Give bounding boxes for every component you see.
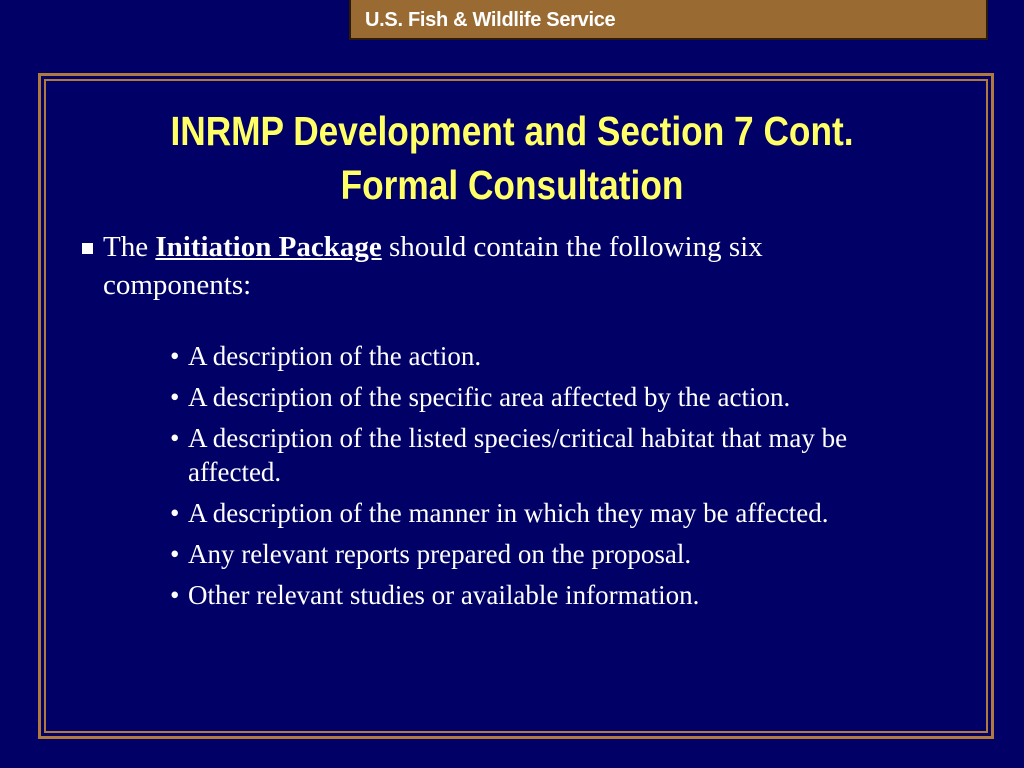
bullet-dot-icon: • [170, 498, 180, 528]
list-item [170, 537, 930, 571]
component-text: Other relevant studies or available information. [188, 580, 700, 610]
list-item [170, 421, 930, 489]
bullet-dot-icon: • [170, 341, 180, 371]
slide-title-line-1: INRMP Development and Section 7 Cont. [170, 108, 854, 154]
list-item [170, 380, 930, 414]
bullet-dot-icon: • [170, 539, 180, 569]
component-text: A description of the action. [188, 341, 482, 371]
bullet-dot-icon: • [170, 580, 180, 610]
bullet-dot-icon: • [170, 382, 180, 412]
main-bullet [82, 228, 802, 304]
main-bullet-text [103, 228, 802, 304]
bullet-dot-icon: • [170, 423, 180, 453]
agency-label: U.S. Fish & Wildlife Service [365, 9, 616, 31]
list-item [170, 496, 930, 530]
list-item [170, 339, 930, 373]
main-bullet-rest: should contain the following six components: [103, 231, 763, 301]
component-text: A description of the listed species/critical habitat that may be affected. [188, 423, 848, 487]
component-text: A description of the specific area affected by the action. [188, 382, 791, 412]
component-text: Any relevant reports prepared on the proposal. [188, 539, 692, 569]
component-text: A description of the manner in which they may be affected. [188, 498, 829, 528]
header-bar [349, 0, 988, 40]
components-list [170, 339, 930, 619]
square-bullet-icon [82, 243, 93, 254]
initiation-package-term: Initiation Package [155, 231, 382, 263]
main-bullet-lead: The [103, 231, 149, 263]
list-item [170, 578, 930, 612]
slide-title-line-2: Formal Consultation [340, 162, 684, 208]
slide-title [72, 104, 953, 212]
